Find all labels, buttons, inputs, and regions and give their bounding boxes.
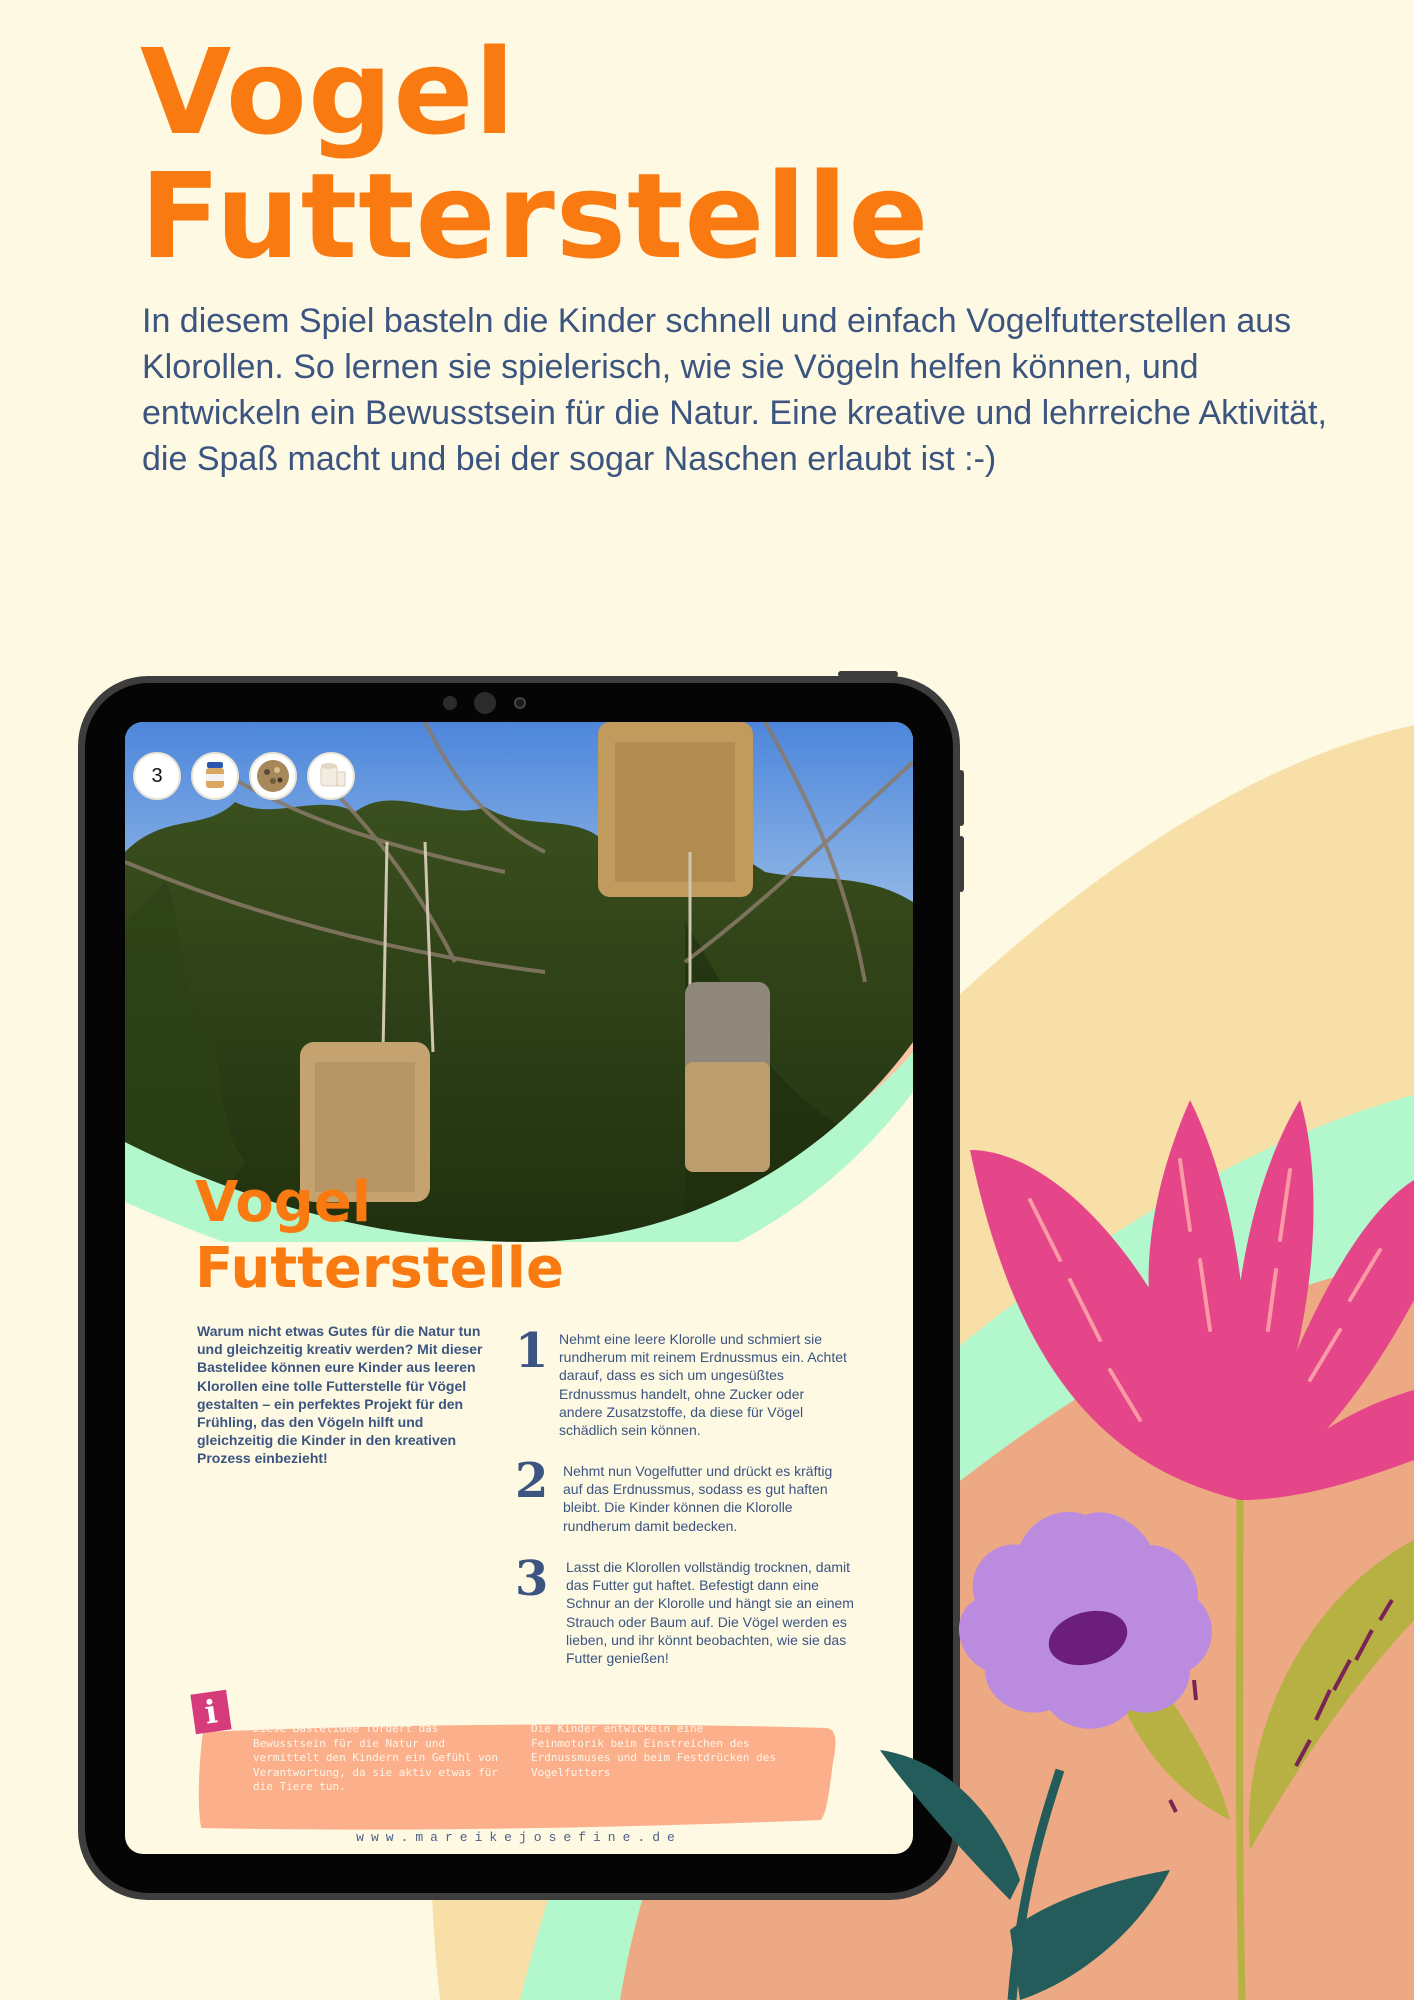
step-2-text: Nehmt nun Vogelfutter und drückt es kräftig auf das Erdnussmus, sodass es gut haften bleibt. Die Kinder können die Klorolle rundherum damit bedecken. bbox=[563, 1463, 833, 1534]
step-3-number: 3 bbox=[515, 1551, 549, 1607]
title-line-2: Futterstelle bbox=[140, 147, 930, 285]
tablet-title-line-2: Futterstelle bbox=[195, 1236, 564, 1301]
footer-url: www.mareikejosefine.de bbox=[356, 1830, 682, 1845]
title-line-1: Vogel bbox=[140, 23, 516, 161]
step-1-number: 1 bbox=[515, 1323, 549, 1379]
info-text-right: Die Kinder entwickeln eine Feinmotorik beim Einstreichen des Erdnussmuses und beim Festdrücken des Vogelfutters bbox=[531, 1722, 777, 1779]
tablet-title-line-1: Vogel bbox=[195, 1170, 372, 1235]
tablet-intro-text: Warum nicht etwas Gutes für die Natur tun und gleichzeitig kreativ werden? Mit dieser Bastelidee können eure Kinder aus leeren Klorollen eine tolle Futterstelle für Vögel gestalten – ein perfektes Projekt für den Frühling, das den Vögeln hilft und gleichzeitig die Kinder in den kreativen Prozess einbezieht! bbox=[197, 1323, 483, 1467]
step-1-text: Nehmt eine leere Klorolle und schmiert sie rundherum mit reinem Erdnussmus ein. Achtet darauf, dass es sich um ungesüßtes Erdnussmus handelt, ohne Zucker oder andere Zusatzstoffe, da diese für Vögel schädlich sein können. bbox=[559, 1331, 847, 1439]
step-2-number: 2 bbox=[515, 1453, 549, 1509]
intro-paragraph: In diesem Spiel basteln die Kinder schnell und einfach Vogelfutterstellen aus Klorollen. So lernen sie spielerisch, wie sie Vögeln helfen können, und entwickeln ein Bewusstsein für die Natur. Eine kreative und lehrreiche Aktivität, die Spaß macht und bei der sogar Naschen erlaubt ist :-) bbox=[142, 302, 1327, 478]
step-3-text: Lasst die Klorollen vollständig trocknen, damit das Futter gut haftet. Befestigt dann eine Schnur an der Klorolle und hängt sie an einem Strauch oder Baum auf. Die Vögel werden es lieben, und ihr könnt beobachten, wie sie das Futter genießen! bbox=[566, 1559, 854, 1667]
time-value: 3 bbox=[151, 764, 163, 787]
info-badge-letter: i bbox=[202, 1692, 220, 1732]
info-text-left: Diese Bastelidee fördert das Bewusstsein für die Natur und vermittelt den Kindern ein Gefühl von Verantwortung, da sie aktiv etwas für die Tiere tun. bbox=[253, 1722, 499, 1793]
